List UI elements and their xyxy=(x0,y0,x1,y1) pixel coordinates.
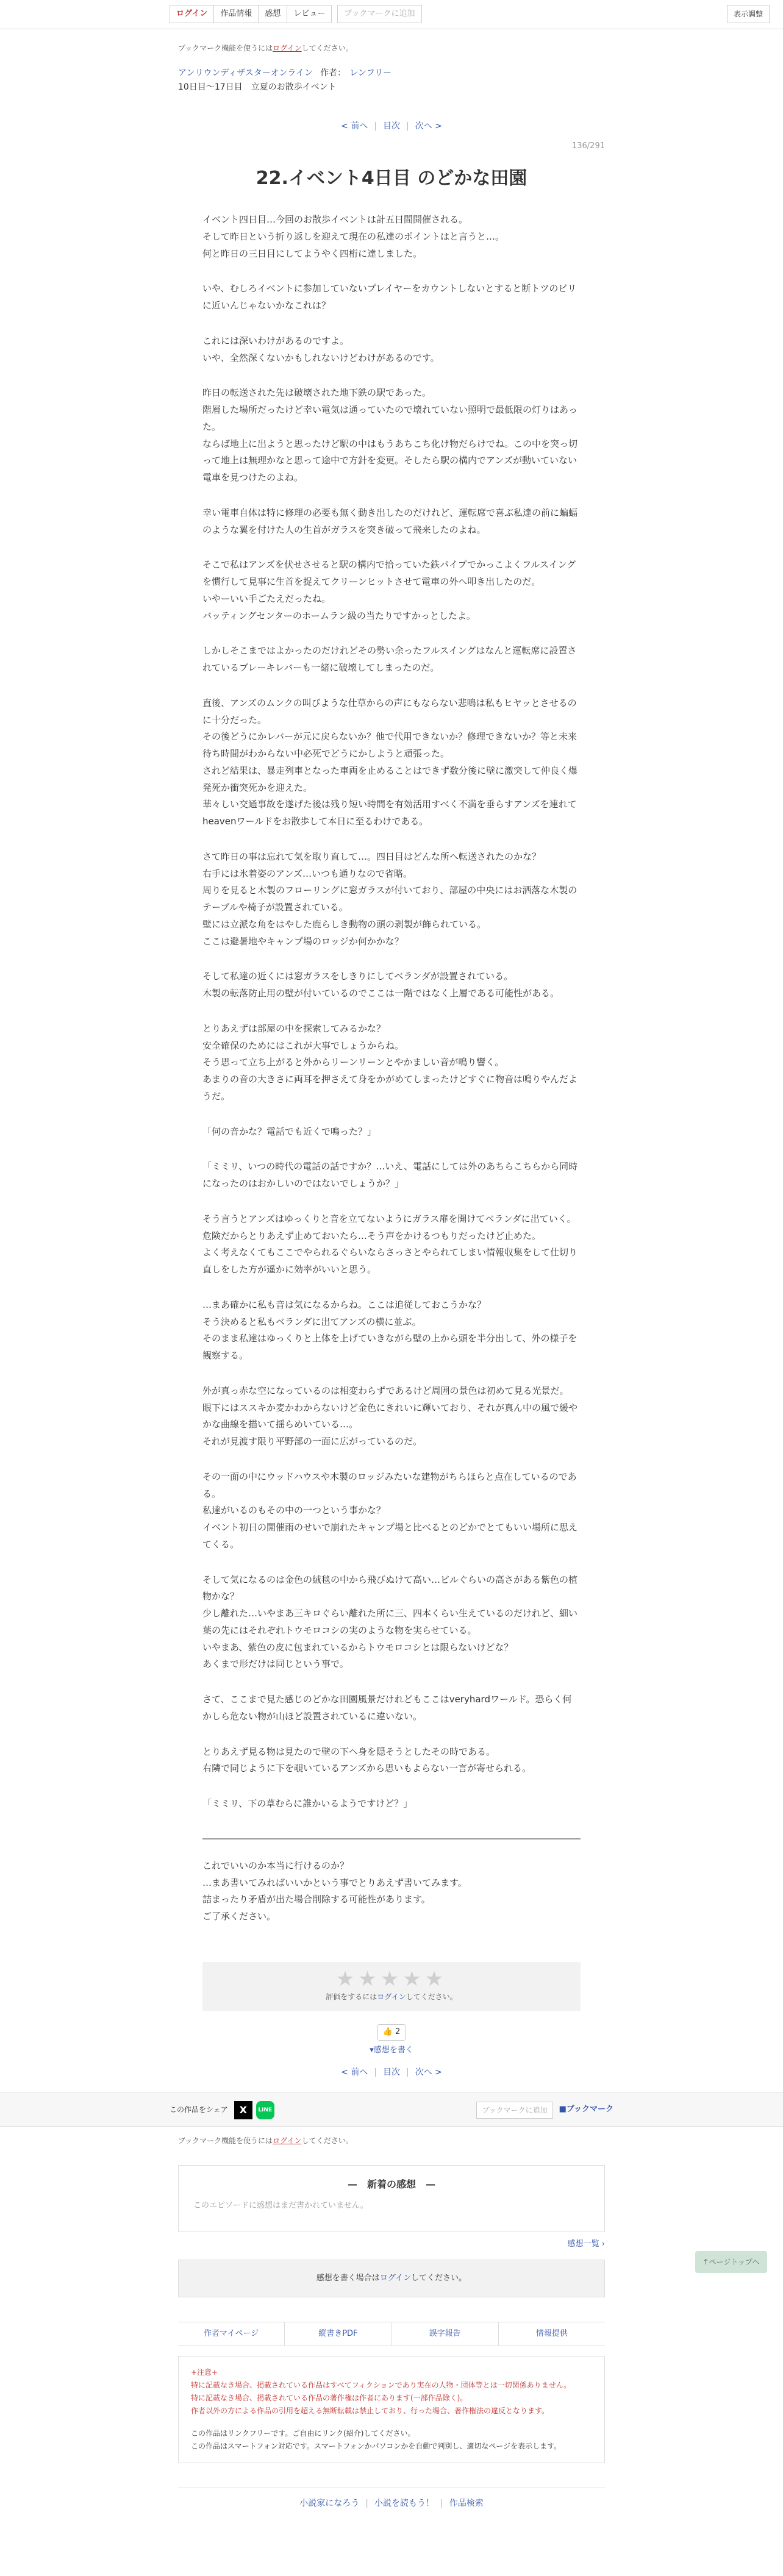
paragraph-gap xyxy=(202,624,581,643)
rating-box xyxy=(202,1962,581,2011)
like-count: 2 xyxy=(395,2027,401,2036)
body-line: そして昨日という折り返しを迎えて現在の私達のポイントはと言うと…。 xyxy=(202,230,505,242)
notice-login-link[interactable]: ログイン xyxy=(273,44,302,52)
notice-suffix: してください。 xyxy=(301,44,353,52)
chapter-title: 10日目〜17日目 立夏のお散歩イベント xyxy=(178,82,337,92)
paragraph-gap xyxy=(202,1002,581,1021)
body-line: …まあ確かに私も音は気になるからね。ここは追従しておこうかな？ xyxy=(202,1299,487,1310)
body-line: 周りを見ると木製のフローリングに窓ガラスが付いており、部屋の中央にはお洒落な木製のテーブルや椅子が設置されている。 xyxy=(202,885,577,913)
main-column xyxy=(178,43,605,2079)
rating-suffix: してください。 xyxy=(406,1992,457,2001)
rating-stars[interactable]: ★★★★★ xyxy=(335,1966,448,1991)
login-button[interactable]: ログイン xyxy=(170,5,214,23)
body-line: いや、むしろイベントに参加していないプレイヤーをカウントしないとすると断トツのビリに近いんじゃないかなこれは？ xyxy=(202,283,577,312)
bookmark-link[interactable]: ■ブックマーク xyxy=(559,2105,613,2114)
body-line: イベント四日目…今回のお散歩イベントは計五日間開催される。 xyxy=(202,214,468,226)
body-line: 私達がいるのもその中の一つという事かな？ xyxy=(202,1505,386,1516)
body-line: 右手には氷着姿のアンズ…いつも通りなので省略。 xyxy=(202,868,412,879)
body-line: よく考えなくてもここでやられるぐらいならさっさとやられてしまい情報収集をして仕切り直しをした方が遥かに効率がいいと思う。 xyxy=(202,1247,578,1276)
body-line: そして私達の近くには窓ガラスをしきりにしてベランダが設置されている。 xyxy=(202,971,513,982)
author-link[interactable]: レンフリー xyxy=(349,68,392,79)
caution-line: 特に記載なき場合、掲載されている作品はすべてフィクションであり実在の人物・団体等とは一切関係ありません。 xyxy=(191,2380,571,2389)
new-reviews-box xyxy=(178,2165,605,2232)
body-line: そのまま私達はゆっくりと上体を上げていきながら壁の上から頭を半分出して、外の様子を観察する。 xyxy=(202,1333,577,1361)
body-line: いやーいい手ごたえだったね。 xyxy=(202,593,331,604)
bottom-links xyxy=(178,2488,605,2510)
impressions-button[interactable]: 感想 xyxy=(258,5,287,23)
notice-login-link[interactable]: ログイン xyxy=(273,2136,302,2145)
footer-link[interactable]: 情報提供 xyxy=(535,2328,568,2338)
paragraph-gap xyxy=(202,1725,581,1744)
like-button[interactable] xyxy=(377,2024,406,2041)
footer-link[interactable]: 縦書きPDF xyxy=(285,2322,392,2346)
new-reviews-title: — 新着の感想 — xyxy=(347,2178,435,2191)
paragraph-gap xyxy=(202,538,581,557)
body-line: いやまあ、紫色の皮に包まれているからトウモロコシとは限らないけどな？ xyxy=(202,1641,513,1653)
body-line: とりあえず見る物は見たので壁の下へ身を隠そうとしたその時である。 xyxy=(202,1746,496,1757)
body-line: 昨日の転送された先は破壊された地下鉄の駅であった。 xyxy=(202,387,431,399)
caution-line: この作品はスマートフォン対応です。スマートフォンかパソコンかを自動で判別し、適切なページを表示します。 xyxy=(191,2441,562,2450)
likes xyxy=(178,2024,605,2041)
pager-sep: | xyxy=(374,121,377,131)
write-login-link[interactable]: ログイン xyxy=(379,2273,412,2283)
paragraph-gap xyxy=(202,1365,581,1383)
afterword-divider xyxy=(202,1838,581,1839)
work-info-button[interactable]: 作品情報 xyxy=(213,5,259,23)
next-link[interactable]: 次へ > xyxy=(415,121,442,131)
lower-column xyxy=(178,2135,605,2510)
paragraph-gap xyxy=(202,1279,581,1297)
footer-link[interactable]: 誤字報告 xyxy=(392,2322,499,2346)
toc-link[interactable]: 目次 xyxy=(383,2067,400,2077)
review-button[interactable]: レビュー xyxy=(287,5,332,23)
share-label: この作品をシェア xyxy=(170,2105,228,2114)
page-number: 136/291 xyxy=(571,141,605,151)
caution-title: +注意+ xyxy=(191,2367,218,2377)
paragraph-gap xyxy=(202,366,581,385)
paragraph-gap xyxy=(202,487,581,505)
body-line: そう決めると私もベランダに出てアンズの横に並ぶ。 xyxy=(202,1316,421,1327)
body-line: とりあえずは部屋の中を探索してみるかな？ xyxy=(202,1022,386,1034)
paragraph-gap xyxy=(202,1105,581,1124)
thumbs-up-icon: 👍 xyxy=(382,2027,393,2036)
body-line: 壁には立派な角をはやした鹿らしき動物の頭の剥製が飾られている。 xyxy=(202,918,487,930)
body-line: 「ミミリ、下の草むらに誰かいるようですけど？」 xyxy=(202,1798,413,1810)
footer-link[interactable]: 作者マイページ xyxy=(178,2322,285,2346)
paragraph-gap xyxy=(202,1673,581,1691)
body-line: 外が真っ赤な空になっているのは相変わらずであるけど周囲の景色は初めて見る光景だ。 xyxy=(202,1385,569,1396)
paragraph-gap xyxy=(202,1777,581,1796)
body-line: そう思って立ち上がると外からリーンリーンとやかましい音が鳴り響く。 xyxy=(202,1057,504,1068)
body-line: 眼下にはススキか麦かわからないけど金色にきれいに輝いており、それが真ん中の風で緩やかな曲線を描いて揺らめいている…。 xyxy=(202,1402,578,1430)
add-bookmark-button[interactable]: ブックマークに追加 xyxy=(337,5,421,23)
bottom-link[interactable]: 小説家になろう xyxy=(299,2498,360,2508)
body-line: 木製の転落防止用の壁が付いているのでここは一階ではなく上層である可能性がある。 xyxy=(202,988,560,999)
pager-top xyxy=(178,120,605,133)
body-line: ならば地上に出ようと思ったけど駅の中はもうあちこち化け物だらけでね。この中を突っ切って地上は無理かなと思って途中で方針を変更。そしたら駅の構内でアンズが動いていない電車を見つけたのよね。 xyxy=(202,438,578,483)
bookmark-login-notice xyxy=(178,43,605,54)
paragraph-gap xyxy=(202,950,581,968)
body-line: 何と昨日の三日目にしてようやく四桁に達しました。 xyxy=(202,248,423,259)
line-share-icon[interactable]: LINE xyxy=(256,2101,274,2119)
body-line: 直後、アンズのムンクの叫びような仕草からの声にもならない悲鳴は私もヒヤッとさせるのに十分だった。 xyxy=(202,697,577,726)
no-reviews-text: このエピソードに感想はまだ書かれていません。 xyxy=(193,2200,368,2210)
caution-line: この作品はリンクフリーです。ご自由にリンク(紹介)してください。 xyxy=(191,2428,415,2438)
body-line: あくまで形だけは同じという事で。 xyxy=(202,1658,349,1670)
author-label: 作者： xyxy=(320,68,346,79)
body-line: あまりの音の大きさに両耳を押さえて身をかがめてしまったけどすぐに物音は鳴りやんだようだ。 xyxy=(202,1074,578,1102)
bottom-link[interactable]: 小説を読もう！ xyxy=(374,2498,434,2508)
afterword-line: ご了承ください。 xyxy=(202,1911,276,1922)
paragraph-gap xyxy=(202,830,581,849)
body-line: その一面の中にウッドハウスや木製のロッジみたいな建物がちらほらと点在しているのである。 xyxy=(202,1471,577,1499)
episode-title: 22.イベント4日目 のどかな田園 xyxy=(256,168,527,190)
paragraph-gap xyxy=(202,1140,581,1158)
body-line: 「何の音かな？電話でも近くで鳴った？」 xyxy=(202,1126,377,1137)
body-line: いや、全然深くないかもしれないけどわけがあるのです。 xyxy=(202,352,440,363)
body-line: そこで私はアンズを伏せさせると駅の構内で拾っていた鉄パイプでかっこよくフルスイングを慣行して見事に生首を捉えてクリーンヒットさせて電車の外へ叩き出したのだ。 xyxy=(202,559,576,588)
notice-suffix: してください。 xyxy=(301,2136,353,2145)
share-bar xyxy=(0,2093,783,2127)
body-line: ここは避暑地やキャンプ場のロッジか何かかな？ xyxy=(202,935,404,947)
bottom-link[interactable]: 作品検索 xyxy=(449,2498,484,2508)
body-line: その後どうにかレバーが元に戻らないか？他で代用できないか？修理できないか？等と未来待ち時間がわからない中必死でどうにかしようと頑張った。 xyxy=(202,731,577,760)
rating-prefix: 評価をするには xyxy=(326,1992,377,2001)
afterword xyxy=(202,1858,581,1925)
episode-body xyxy=(202,212,581,1813)
next-link[interactable]: 次へ > xyxy=(415,2067,442,2077)
add-bookmark-button-bottom[interactable]: ブックマークに追加 xyxy=(476,2102,552,2119)
x-share-icon[interactable]: X xyxy=(234,2101,252,2119)
body-line: されど結果は、暴走列車となった車両を止めることはできず数分後に壁に激突して仲良く爆発死か衝突死かを迎えた。 xyxy=(202,765,578,793)
body-line: 幸い電車自体は特に修理の必要も無く動き出したのだけれど、運転席で喜ぶ私達の前に蝙蝠のような翼を付けた人の生首がガラスを突き破って飛来したのよね。 xyxy=(202,507,578,535)
pager-sep: | xyxy=(406,121,409,131)
body-line: それが見渡す限り平野部の一面に広がっているのだ。 xyxy=(202,1436,423,1447)
top-bar xyxy=(0,0,783,29)
body-line: 危険だからとりあえず止めておいたら…そう声をかけるつもりだったけど止めた。 xyxy=(202,1230,541,1241)
body-line: 華々しい交通事故を遂げた後は残り短い時間を有効活用すべく不満を垂らすアンズを連れてheavenワールドをお散歩して本日に至るわけである。 xyxy=(202,799,577,827)
series-info xyxy=(178,66,605,80)
body-line: 「ミミリ、いつの時代の電話の話ですか？…いえ、電話にしては外のあちらこちらから同時になったのはおかしいのではないでしょうか？」 xyxy=(202,1161,578,1190)
write-review-box xyxy=(178,2260,605,2297)
page-top-button[interactable]: ↑ページトップへ xyxy=(695,2251,767,2273)
rating-note xyxy=(202,1991,581,2003)
body-line: バッティングセンターのホームラン級の当たりですかっとしたよ。 xyxy=(202,610,476,621)
paragraph-gap xyxy=(202,677,581,695)
body-line: しかしそこまではよかったのだけれどその勢い余ったフルスイングはなんと運転席に設置されているブレーキレバーも一緒に破壊してしまったのだ。 xyxy=(202,645,577,674)
bookmark-login-notice-bottom xyxy=(178,2135,605,2147)
body-line: 安全確保のためにはこれが大事でしょうからね。 xyxy=(202,1040,404,1051)
write-suffix: してください。 xyxy=(411,2273,467,2283)
series-title-link[interactable]: アンリウンディザスターオンライン xyxy=(178,68,313,79)
body-line: さて昨日の事は忘れて気を取り直して…。四日目はどんな所へ転送されたのかな？ xyxy=(202,851,542,862)
bottom-sep: | xyxy=(440,2498,443,2508)
write-review-toggle[interactable]: ▾感想を書く xyxy=(370,2045,413,2055)
prev-link[interactable]: < 前へ xyxy=(341,2067,368,2077)
body-line: 少し離れた…いやまあ三キロぐらい離れた所に三、四本くらい生えているのだけれど、細い葉の先にはそれぞれトウモロコシの実のような物を実らせている。 xyxy=(202,1608,578,1636)
caution-line: 特に記載なき場合、掲載されている作品の著作権は作者にあります(一部作品除く)。 xyxy=(191,2393,468,2402)
body-line: そして気になるのは金色の絨毯の中から飛びぬけて高い…ビルぐらいの高さがある紫色の植物かな？ xyxy=(202,1574,578,1602)
bottom-sep: | xyxy=(365,2498,368,2508)
footer-links xyxy=(178,2322,605,2346)
body-line: さて、ここまで見た感じのどかな田園風景だけれどもここはveryhardワールド。恐らく何かしら危ない物が山ほど設置されているに違いない。 xyxy=(202,1694,572,1722)
afterword-line: これでいいのか本当に行けるのか？ xyxy=(202,1860,349,1871)
pager-sep: | xyxy=(374,2067,377,2077)
pager-bottom xyxy=(178,2066,605,2079)
body-line: そう言うとアンズはゆっくりと音を立てないようにガラス扉を開けてベランダに出ていく。 xyxy=(202,1213,576,1224)
afterword-line: …まあ書いてみればいいかという事でとりあえず書いてみます。 xyxy=(202,1877,467,1888)
write-prefix: 感想を書く場合は xyxy=(316,2273,380,2283)
caution-gap xyxy=(191,2417,592,2427)
notice-prefix: ブックマーク機能を使うには xyxy=(178,2136,273,2145)
notice-prefix: ブックマーク機能を使うには xyxy=(178,44,273,52)
body-line: 右隣で同じように下を覗いているアンズから思いもよらない一言が寄せられる。 xyxy=(202,1763,531,1774)
paragraph-gap xyxy=(202,1193,581,1211)
toc-link[interactable]: 目次 xyxy=(383,121,400,131)
pager-sep: | xyxy=(406,2067,409,2077)
body-line: イベント初日の開催雨のせいで崩れたキャンプ場と比べるとのどかでとてもいい場所に思えてくる。 xyxy=(202,1522,578,1550)
caution-line: 作者以外の方による作品の引用を超える無断転載は禁止しており、行った場合、著作権法の違反となります。 xyxy=(191,2406,549,2415)
prev-link[interactable]: < 前へ xyxy=(341,121,368,131)
afterword-line: 詰まったり矛盾が出た場合削除する可能性があります。 xyxy=(202,1894,431,1905)
paragraph-gap xyxy=(202,1450,581,1469)
paragraph-gap xyxy=(202,315,581,333)
body-line: これには深いわけがあるのですよ。 xyxy=(202,335,349,346)
review-list-link[interactable]: 感想一覧 › xyxy=(567,2239,605,2249)
body-line: 階層した場所だったけど幸い電気は通っていたので壊れていない照明で最低限の灯りはあった。 xyxy=(202,404,577,432)
paragraph-gap xyxy=(202,1554,581,1572)
rating-login-link[interactable]: ログイン xyxy=(377,1992,406,2001)
paragraph-gap xyxy=(202,262,581,280)
display-settings-button[interactable]: 表示調整 xyxy=(727,5,770,23)
caution-box xyxy=(178,2356,605,2463)
